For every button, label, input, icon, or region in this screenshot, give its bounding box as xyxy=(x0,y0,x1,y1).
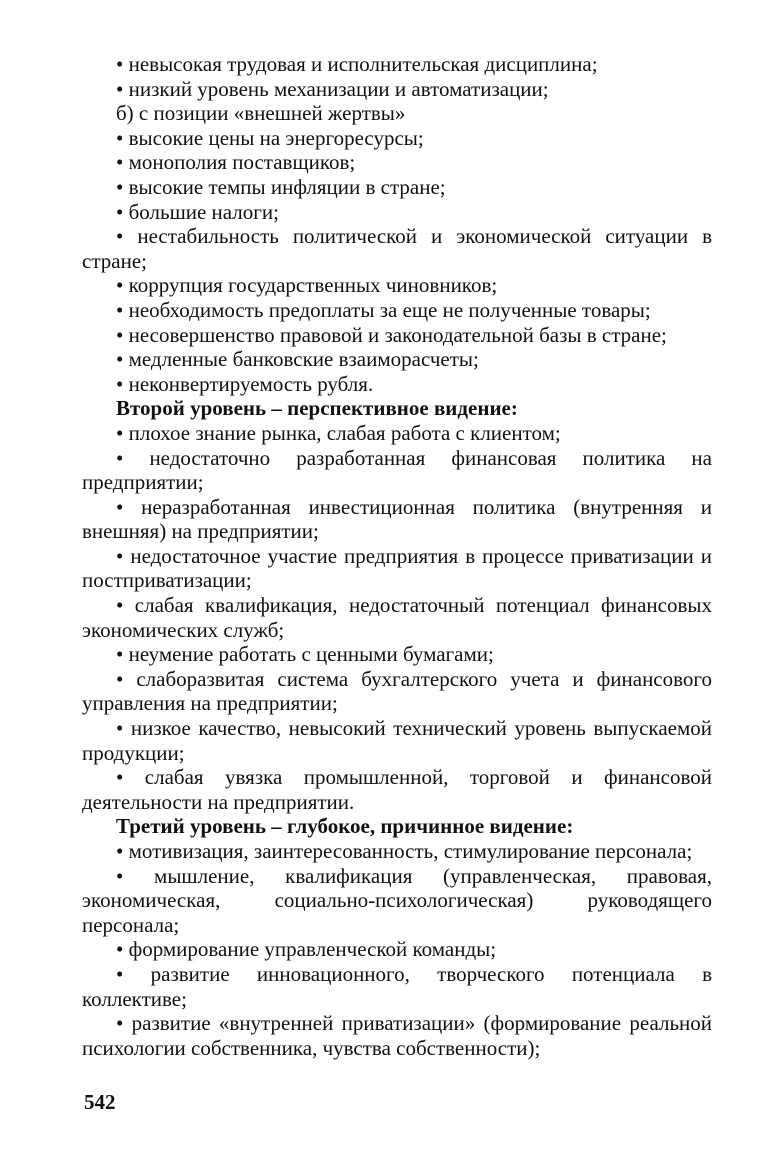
list-item: • слабая увязка промышленной, торговой и финансовой деятельности на предприятии. xyxy=(82,765,712,814)
list-item: • коррупция государственных чиновников; xyxy=(116,273,498,298)
list-item: • необходимость предоплаты за еще не полученные товары; xyxy=(116,297,651,322)
list-item: • недостаточное участие предприятия в процессе приватизации и постприватизации; xyxy=(82,543,712,593)
list-item: • несовершенство правовой и законодательной базы в стране; xyxy=(116,322,667,347)
list-item: • большие налоги; xyxy=(116,199,279,224)
list-item: • медленные банковские взаиморасчеты; xyxy=(116,347,479,372)
list-item: • монополия поставщиков; xyxy=(116,150,356,175)
list-item: • мышление, квалификация (управленческая, правовая, экономическая, социально-психологическая) руководящего персонала; xyxy=(82,863,712,937)
list-item: • неразработанная инвестиционная политика (внутренняя и внешняя) на предприятии; xyxy=(82,494,712,544)
list-item: • высокие темпы инфляции в стране; xyxy=(116,174,446,199)
list-item: • высокие цены на энергоресурсы; xyxy=(116,125,424,150)
list-item: • формирование управленческой команды; xyxy=(116,937,497,962)
page-number: 542 xyxy=(84,1090,116,1114)
list-item: • слаборазвитая система бухгалтерского учета и финансового управления на предприятии; xyxy=(82,666,712,716)
list-item: • плохое знание рынка, слабая работа с клиентом; xyxy=(116,420,561,445)
list-item: • неумение работать с ценными бумагами; xyxy=(116,642,494,667)
page-text xyxy=(82,52,712,1060)
sub-heading: б) с позиции «внешней жертвы» xyxy=(116,101,406,126)
section-heading: Третий уровень – глубокое, причинное видение: xyxy=(116,814,574,839)
list-item: • развитие «внутренней приватизации» (формирование реальной психологии собственника, чувства собственности); xyxy=(82,1011,712,1060)
list-item: • развитие инновационного, творческого потенциала в коллективе; xyxy=(82,961,712,1011)
section-heading: Второй уровень – перспективное видение: xyxy=(116,396,518,421)
list-item: • невысокая трудовая и исполнительская дисциплина; xyxy=(116,52,598,76)
list-item: • мотивизация, заинтересованность, стимулирование персонала; xyxy=(116,839,693,863)
list-item: • нестабильность политической и экономической ситуации в стране; xyxy=(82,224,712,273)
list-item: • низкий уровень механизации и автоматизации; xyxy=(116,76,549,101)
list-item: • неконвертируемость рубля. xyxy=(116,371,374,396)
list-item: • низкое качество, невысокий технический уровень выпускаемой продукции; xyxy=(82,716,712,765)
list-item: • недостаточно разработанная финансовая политика на предприятии; xyxy=(82,445,712,495)
list-item: • слабая квалификация, недостаточный потенциал финансовых экономических служб; xyxy=(82,593,712,642)
